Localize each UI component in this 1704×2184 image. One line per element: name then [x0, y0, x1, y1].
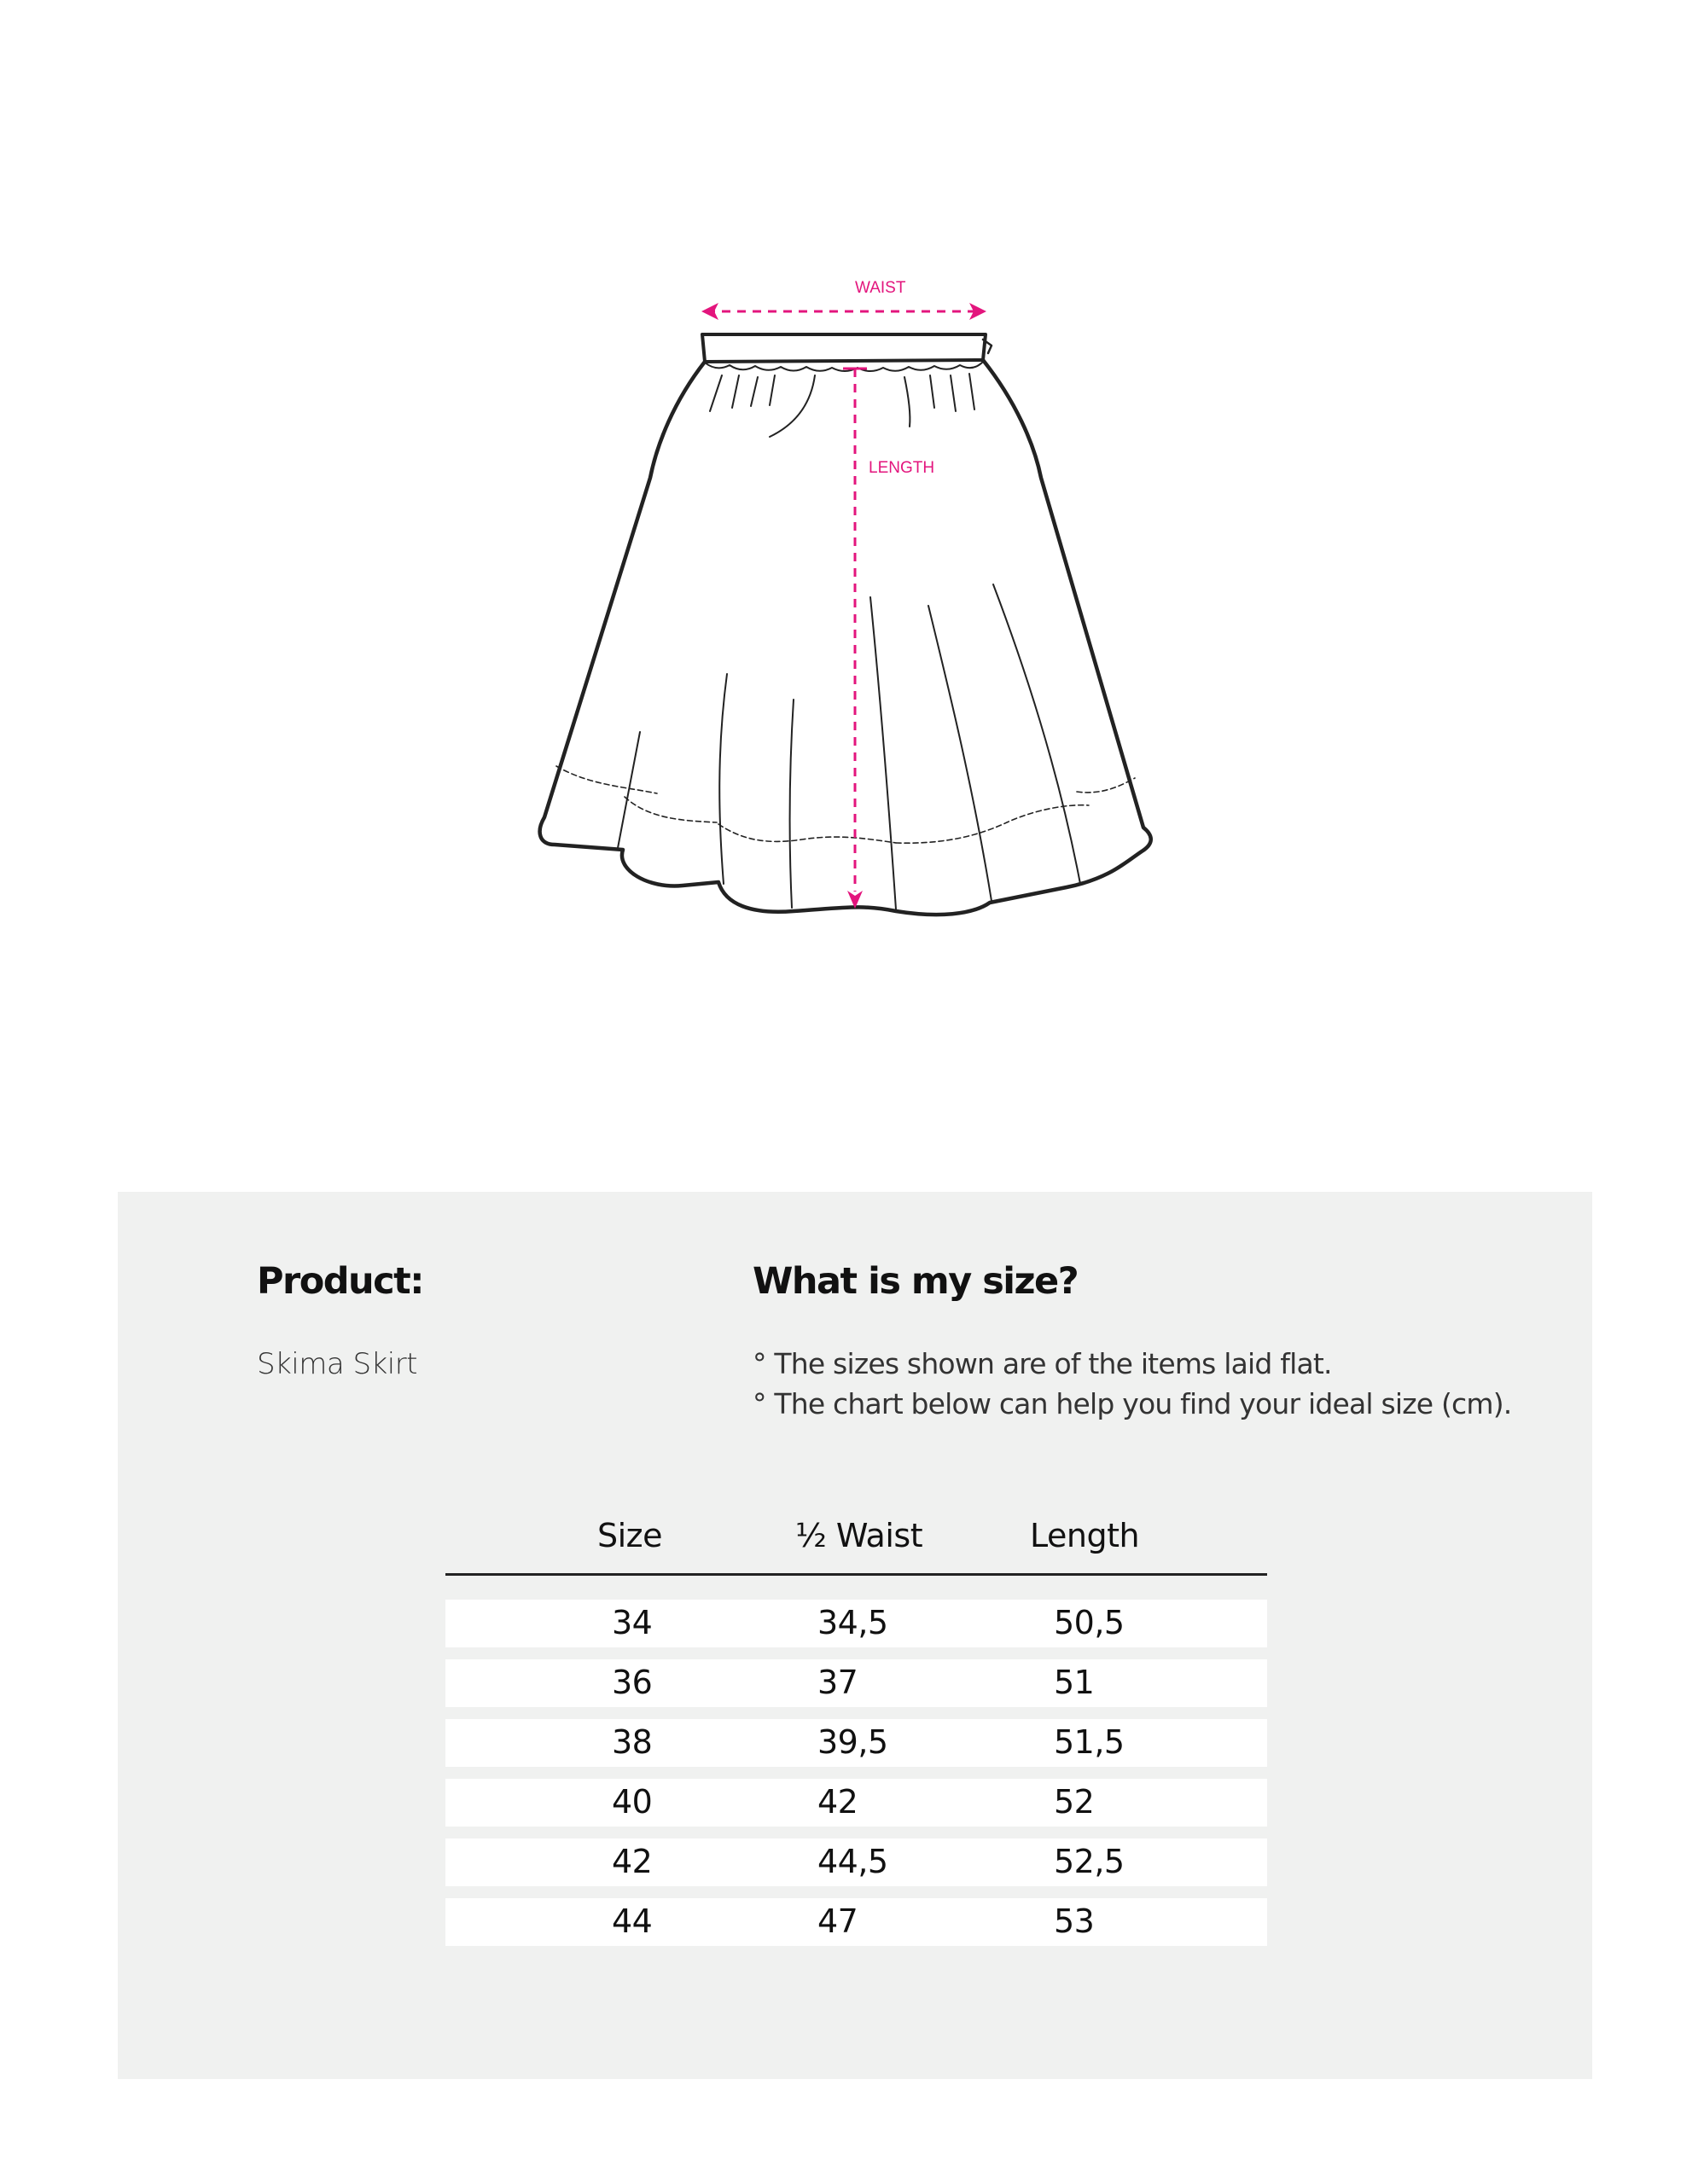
cell-size: 38: [612, 1723, 653, 1761]
header-size: Size: [597, 1517, 663, 1554]
table-row: [445, 1838, 1267, 1886]
cell-length: 52,5: [1054, 1843, 1125, 1880]
size-table: [445, 1512, 1267, 1958]
cell-length: 51: [1054, 1664, 1095, 1701]
cell-size: 40: [612, 1783, 653, 1821]
size-guide-panel: [118, 1192, 1592, 2079]
waist-label: WAIST: [855, 279, 906, 297]
cell-size: 34: [612, 1604, 653, 1641]
size-table-header: [445, 1512, 1267, 1573]
product-name: Skima Skirt: [257, 1347, 418, 1381]
table-row: [445, 1898, 1267, 1946]
cell-length: 53: [1054, 1902, 1095, 1940]
cell-size: 42: [612, 1843, 653, 1880]
skirt-measurement-diagram: [0, 0, 1704, 1024]
cell-length: 51,5: [1054, 1723, 1125, 1761]
cell-half-waist: 39,5: [817, 1723, 888, 1761]
size-heading: What is my size?: [753, 1260, 1079, 1303]
size-note: ° The chart below can help you find your ideal size (cm).: [753, 1387, 1512, 1420]
header-half-waist: ½ Waist: [795, 1517, 923, 1554]
cell-half-waist: 44,5: [817, 1843, 888, 1880]
product-heading: Product:: [257, 1260, 423, 1303]
cell-half-waist: 37: [817, 1664, 858, 1701]
table-row: [445, 1659, 1267, 1707]
cell-length: 52: [1054, 1783, 1095, 1821]
cell-size: 44: [612, 1902, 653, 1940]
cell-half-waist: 42: [817, 1783, 858, 1821]
cell-size: 36: [612, 1664, 653, 1701]
size-notes: [753, 1344, 1511, 1424]
size-note: ° The sizes shown are of the items laid flat.: [753, 1347, 1332, 1380]
cell-length: 50,5: [1054, 1604, 1125, 1641]
table-row: [445, 1719, 1267, 1767]
cell-half-waist: 47: [817, 1902, 858, 1940]
table-row: [445, 1779, 1267, 1827]
header-length: Length: [1030, 1517, 1140, 1554]
header-divider: [445, 1573, 1267, 1576]
length-label: LENGTH: [869, 459, 935, 477]
cell-half-waist: 34,5: [817, 1604, 888, 1641]
table-row: [445, 1600, 1267, 1647]
